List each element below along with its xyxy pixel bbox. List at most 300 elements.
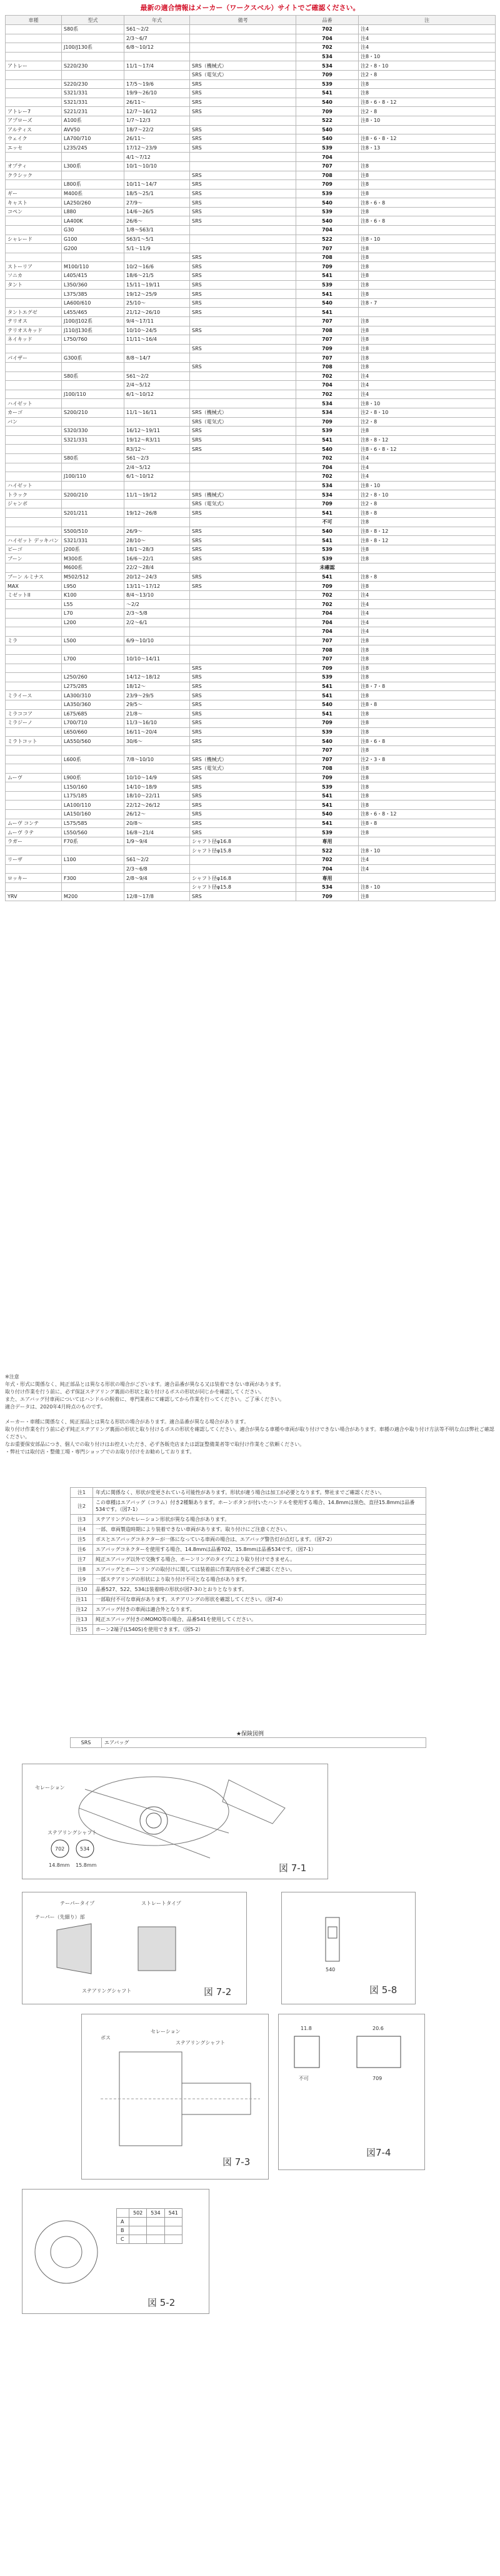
cell-remark: SRS xyxy=(190,189,296,198)
cell-type: S320/330 xyxy=(62,427,124,436)
cell-remark: SRS xyxy=(190,554,296,563)
cell-remark xyxy=(190,472,296,482)
note-item-row xyxy=(71,1625,426,1635)
cell-remark xyxy=(190,317,296,326)
cell-part: 540 xyxy=(296,134,359,144)
table-row xyxy=(6,353,496,363)
table-row xyxy=(6,499,496,508)
cell-type: L900系 xyxy=(62,773,124,782)
cell-type: L700 xyxy=(62,654,124,664)
table-row xyxy=(6,216,496,226)
table-row xyxy=(6,472,496,482)
cell-part: 709 xyxy=(296,180,359,189)
table-row xyxy=(6,618,496,627)
column-header: 車種 xyxy=(6,16,62,25)
note-item-text: ステアリングのセレーション形状が異なる場合があります。 xyxy=(93,1515,426,1525)
note-item-text: ボスとエアバッグコネクターが一体になっている車両の場合は、エアバッグ警告灯が点灯します。（図7-2） xyxy=(93,1535,426,1545)
cell-type xyxy=(62,153,124,162)
cell-type: M100/110 xyxy=(62,262,124,271)
table-row xyxy=(6,362,496,371)
cell-note: 注8 xyxy=(359,427,496,436)
note-item-number: 注15 xyxy=(71,1625,93,1635)
cell-note: 注8・6・8 xyxy=(359,216,496,226)
table-row xyxy=(6,408,496,417)
note-item-text: 純正エアバッグ以外で交換する場合、ホーンリングのタイプにより取り付けできません。 xyxy=(93,1555,426,1565)
cell-model: アプローズ xyxy=(6,116,62,125)
cell-year: 19/12〜26/8 xyxy=(124,508,190,518)
fig52-cell xyxy=(129,2226,147,2235)
table-row xyxy=(6,819,496,828)
cell-part: 541 xyxy=(296,572,359,582)
cell-note xyxy=(359,125,496,134)
cell-year: 13/11〜17/12 xyxy=(124,582,190,591)
cell-note: 注2・8・10 xyxy=(359,490,496,500)
cell-model xyxy=(6,508,62,518)
note-item-text: 一部、車両製造時期により装着できない車両があります。取り付けにご注意ください。 xyxy=(93,1525,426,1535)
cell-model: ミラトコット xyxy=(6,737,62,746)
cell-remark: SRS xyxy=(190,362,296,371)
cell-type: G300系 xyxy=(62,353,124,363)
connector-body xyxy=(326,1917,339,1961)
table-row xyxy=(6,654,496,664)
cell-type xyxy=(62,253,124,262)
cell-type xyxy=(62,171,124,180)
cell-note: 注8 xyxy=(359,828,496,837)
cell-note: 注8・8 xyxy=(359,700,496,709)
cell-year xyxy=(124,518,190,527)
fig52-cell: A xyxy=(117,2218,129,2226)
cell-part: 540 xyxy=(296,810,359,819)
table-row xyxy=(6,153,496,162)
table-row xyxy=(6,572,496,582)
cell-remark xyxy=(190,52,296,61)
cell-note: 注4 xyxy=(359,864,496,874)
cell-remark: SRS xyxy=(190,298,296,308)
label-steering-shaft-73: ステアリングシャフト xyxy=(176,2040,226,2046)
figure-7-3-drawing xyxy=(82,2014,268,2179)
cell-note xyxy=(359,874,496,883)
table-row xyxy=(6,335,496,345)
cell-model: ロッキー xyxy=(6,874,62,883)
cell-year: 2/2〜6/1 xyxy=(124,618,190,627)
cell-remark: SRS xyxy=(190,536,296,545)
cell-note: 注8 xyxy=(359,344,496,353)
table-row xyxy=(6,107,496,116)
cell-year: 22/12〜26/12 xyxy=(124,801,190,810)
cell-note: 注4 xyxy=(359,34,496,43)
table-row xyxy=(6,271,496,281)
cell-model: ブーン xyxy=(6,554,62,563)
cell-year: 25/10〜 xyxy=(124,298,190,308)
cell-year: S61〜2/2 xyxy=(124,371,190,381)
cell-model xyxy=(6,180,62,189)
cell-note: 注8 xyxy=(359,654,496,664)
cell-remark xyxy=(190,43,296,53)
cell-type: L55 xyxy=(62,600,124,609)
cell-part: 541 xyxy=(296,89,359,98)
table-row xyxy=(6,235,496,244)
cell-year: 18/12〜 xyxy=(124,682,190,691)
cell-part: 541 xyxy=(296,308,359,317)
cell-model xyxy=(6,791,62,801)
cell-part: 709 xyxy=(296,719,359,728)
cell-note: 注8 xyxy=(359,691,496,700)
latest-info-notice: 最新の適合情報はメーカー（ワークスベル）サイトでご確認ください。 xyxy=(140,4,360,12)
table-row xyxy=(6,691,496,700)
table-row xyxy=(6,226,496,235)
cell-remark: SRS xyxy=(190,682,296,691)
cell-type: S220/230 xyxy=(62,79,124,89)
cell-note: 注4 xyxy=(359,600,496,609)
cell-part: 539 xyxy=(296,545,359,554)
label-serration-73: セレーション xyxy=(151,2029,181,2034)
cell-year xyxy=(124,764,190,774)
table-row xyxy=(6,755,496,764)
cell-note xyxy=(359,563,496,573)
label-540: 540 xyxy=(326,1967,336,1972)
cell-note: 注8 xyxy=(359,353,496,363)
cell-type: L455/465 xyxy=(62,308,124,317)
cell-part: 540 xyxy=(296,198,359,208)
cell-part: 522 xyxy=(296,116,359,125)
cell-type: J100/110 xyxy=(62,390,124,399)
cell-note: 注8 xyxy=(359,207,496,216)
cell-year: 9/4〜17/11 xyxy=(124,317,190,326)
cell-note: 注2・8 xyxy=(359,107,496,116)
cell-remark: SRS xyxy=(190,98,296,107)
table-row xyxy=(6,864,496,874)
table-row xyxy=(6,116,496,125)
cell-note: 注8 xyxy=(359,782,496,792)
cell-remark: シャフト径φ15.8 xyxy=(190,846,296,856)
cell-model: オプティ xyxy=(6,161,62,171)
cell-model: ストーリア xyxy=(6,262,62,271)
figure-5-2-table xyxy=(116,2208,182,2244)
connector-right xyxy=(357,2036,401,2068)
label-158: 15.8mm xyxy=(76,1862,97,1868)
cell-remark xyxy=(190,600,296,609)
figure-7-2 xyxy=(22,1892,247,2004)
cell-note: 注4 xyxy=(359,453,496,463)
cell-remark xyxy=(190,618,296,627)
cell-model xyxy=(6,344,62,353)
table-row xyxy=(6,481,496,490)
cell-model xyxy=(6,435,62,445)
cell-part: 707 xyxy=(296,317,359,326)
cell-part: 534 xyxy=(296,481,359,490)
table-row xyxy=(6,782,496,792)
cell-remark: SRS xyxy=(190,216,296,226)
figure-7-1 xyxy=(22,1764,328,1879)
note-item-row xyxy=(71,1615,426,1625)
note-item-row xyxy=(71,1535,426,1545)
cell-year xyxy=(124,882,190,892)
cell-part: 不可 xyxy=(296,518,359,527)
cell-remark: SRS xyxy=(190,545,296,554)
cell-part: 707 xyxy=(296,244,359,253)
cell-type: M400系 xyxy=(62,189,124,198)
figure-7-4-drawing xyxy=(279,2014,424,2169)
cell-model: ギー xyxy=(6,189,62,198)
table-row xyxy=(6,828,496,837)
cell-part: 708 xyxy=(296,326,359,335)
table-row xyxy=(6,700,496,709)
cell-type: L405/415 xyxy=(62,271,124,281)
cell-note: 注8 xyxy=(359,262,496,271)
cell-model xyxy=(6,882,62,892)
cell-model: アトレー xyxy=(6,61,62,71)
cell-note: 注8・6・8・12 xyxy=(359,134,496,144)
cell-model xyxy=(6,43,62,53)
cell-type xyxy=(62,34,124,43)
cell-remark xyxy=(190,590,296,600)
cell-remark xyxy=(190,453,296,463)
cell-remark: SRS xyxy=(190,262,296,271)
cell-note: 注8 xyxy=(359,280,496,290)
cell-remark: SRS xyxy=(190,308,296,317)
cell-part: 709 xyxy=(296,107,359,116)
cell-type: S80系 xyxy=(62,371,124,381)
cell-year: 17/5〜19/6 xyxy=(124,79,190,89)
cell-remark xyxy=(190,399,296,408)
table-row xyxy=(6,253,496,262)
cell-note: 注8・6・8・12 xyxy=(359,98,496,107)
cell-remark: SRS（電気式） xyxy=(190,499,296,508)
cell-part: 702 xyxy=(296,472,359,482)
cell-part: 707 xyxy=(296,654,359,664)
cell-year: 20/12〜24/3 xyxy=(124,572,190,582)
cell-part: 534 xyxy=(296,490,359,500)
cell-year: 29/5〜 xyxy=(124,700,190,709)
cell-part: 539 xyxy=(296,782,359,792)
note-line: 取り付け作業を行う前に必ず純正ステアリング裏面の形状と取り付けるボスの形状を確認してください。適合が異なる車種や車両が取り付けできない場合があります。車種の適合や取り付け方法等不明な点は弊社ご確認ください。 xyxy=(5,1427,494,1440)
cell-part: 522 xyxy=(296,235,359,244)
cell-model xyxy=(6,98,62,107)
cell-year: 8/8〜14/7 xyxy=(124,353,190,363)
cell-remark: SRS xyxy=(190,737,296,746)
cell-note: 注8 xyxy=(359,582,496,591)
cell-model: ビーゴ xyxy=(6,545,62,554)
table-row xyxy=(6,61,496,71)
cell-remark xyxy=(190,244,296,253)
cell-note: 注8 xyxy=(359,161,496,171)
column-header: 型式 xyxy=(62,16,124,25)
note-item-number: 注11 xyxy=(71,1595,93,1605)
table-row xyxy=(6,508,496,518)
cell-note: 注8 xyxy=(359,554,496,563)
cell-remark: SRS xyxy=(190,709,296,719)
cell-model xyxy=(6,153,62,162)
cell-type: S321/331 xyxy=(62,89,124,98)
note-line: 適合データは、2020年4月時点のものです。 xyxy=(5,1404,106,1410)
cell-remark xyxy=(190,161,296,171)
cell-type: J100/J102系 xyxy=(62,317,124,326)
diagram-heading: ★保険図例 xyxy=(236,1731,264,1737)
table-row xyxy=(6,810,496,819)
cell-type xyxy=(62,362,124,371)
cell-year xyxy=(124,171,190,180)
cell-type: S80系 xyxy=(62,25,124,34)
cell-year: 23/9〜29/5 xyxy=(124,691,190,700)
table-row xyxy=(6,390,496,399)
note-item-number: 注6 xyxy=(71,1545,93,1555)
table-row xyxy=(6,171,496,180)
cell-year xyxy=(124,664,190,673)
cell-year xyxy=(124,70,190,79)
cell-type xyxy=(62,399,124,408)
cell-part: 539 xyxy=(296,673,359,682)
cell-model: リーザ xyxy=(6,856,62,865)
cell-model xyxy=(6,600,62,609)
note-line: また、エアバッグ付車両についてはハンドルの脱着に、専門業者にて確認してから作業を行ってください。ご了承ください。 xyxy=(5,1397,285,1402)
cell-year: 16/6〜22/1 xyxy=(124,554,190,563)
figure-5-8 xyxy=(281,1892,416,2004)
cell-note: 注2・3・8 xyxy=(359,755,496,764)
note-item-text: 品番527、522、534は装着時の形状が図7-3のとおりとなります。 xyxy=(93,1585,426,1595)
cell-part: 709 xyxy=(296,70,359,79)
cell-part: 704 xyxy=(296,864,359,874)
cell-part: 709 xyxy=(296,773,359,782)
note-item-text: 一部ステアリングの形状により取り付け不可となる場合があります。 xyxy=(93,1575,426,1585)
cell-year: 1/9〜9/4 xyxy=(124,837,190,846)
cell-remark: SRS xyxy=(190,143,296,153)
cell-part: 539 xyxy=(296,554,359,563)
cell-note: 注8 xyxy=(359,764,496,774)
cell-type: L800系 xyxy=(62,180,124,189)
cell-remark: SRS xyxy=(190,79,296,89)
cell-type: LA150/160 xyxy=(62,810,124,819)
fig52-cell xyxy=(164,2235,182,2244)
table-row xyxy=(6,536,496,545)
cell-year: 11/1〜17/4 xyxy=(124,61,190,71)
cell-type: L350/360 xyxy=(62,280,124,290)
cell-note: 注4 xyxy=(359,590,496,600)
fig52-row xyxy=(117,2235,182,2244)
cell-model xyxy=(6,645,62,655)
cell-year: 19/12〜25/9 xyxy=(124,290,190,299)
cell-part: 539 xyxy=(296,79,359,89)
table-row xyxy=(6,180,496,189)
cell-note xyxy=(359,226,496,235)
cell-note: 注8・8・12 xyxy=(359,536,496,545)
cell-part: 522 xyxy=(296,846,359,856)
cell-note: 注8 xyxy=(359,645,496,655)
cell-year xyxy=(124,499,190,508)
cell-model xyxy=(6,34,62,43)
cell-year: 20/8〜 xyxy=(124,819,190,828)
cell-part: 702 xyxy=(296,453,359,463)
table-row xyxy=(6,664,496,673)
note-item-number: 注1 xyxy=(71,1488,93,1498)
cell-type: L750/760 xyxy=(62,335,124,345)
cell-part: 541 xyxy=(296,435,359,445)
cell-remark xyxy=(190,636,296,645)
fig52-cell xyxy=(164,2218,182,2226)
cell-type: L300系 xyxy=(62,161,124,171)
cell-remark: SRS（機械式） xyxy=(190,61,296,71)
cell-note: 注8 xyxy=(359,326,496,335)
cell-note: 注8・10 xyxy=(359,846,496,856)
fig52-row xyxy=(117,2218,182,2226)
cell-model: ハイゼット xyxy=(6,481,62,490)
cell-remark: SRS（電気式） xyxy=(190,417,296,427)
cell-year: S61〜2/3 xyxy=(124,453,190,463)
cell-type: M300系 xyxy=(62,554,124,563)
fig52-cell xyxy=(147,2235,164,2244)
cell-year xyxy=(124,745,190,755)
cell-model xyxy=(6,52,62,61)
label-taper-small: テーパー（先細り）部 xyxy=(35,1914,85,1920)
note-item-text: 一部取付不可な車両があります。ステアリングの形状を確認してください。（図7-4） xyxy=(93,1595,426,1605)
cell-note: 注8・10 xyxy=(359,235,496,244)
cell-year: 2/8〜9/4 xyxy=(124,874,190,883)
cell-type: L600系 xyxy=(62,755,124,764)
table-row xyxy=(6,709,496,719)
cell-part: 541 xyxy=(296,290,359,299)
cell-model: ハイゼット xyxy=(6,399,62,408)
table-row xyxy=(6,70,496,79)
note-item-row xyxy=(71,1555,426,1565)
cell-type: L375/385 xyxy=(62,290,124,299)
cell-part: 540 xyxy=(296,298,359,308)
cell-note xyxy=(359,153,496,162)
label-534: 534 xyxy=(80,1846,90,1852)
cell-year: 26/11〜 xyxy=(124,134,190,144)
note-item-number: 注4 xyxy=(71,1525,93,1535)
cell-type: S201/211 xyxy=(62,508,124,518)
cell-part: 539 xyxy=(296,143,359,153)
cell-note: 注8 xyxy=(359,727,496,737)
cell-part: 709 xyxy=(296,499,359,508)
cell-model xyxy=(6,810,62,819)
table-row xyxy=(6,435,496,445)
cell-remark: SRS xyxy=(190,664,296,673)
cell-type: J200系 xyxy=(62,545,124,554)
note-item-number: 注13 xyxy=(71,1615,93,1625)
cell-year: 11/1〜16/11 xyxy=(124,408,190,417)
cell-remark: シャフト径φ15.8 xyxy=(190,882,296,892)
note-line: メーカー・車種に関係なく、純正部品とは異なる形状の場合があります。適合品番が異なる場合があります。 xyxy=(5,1419,249,1425)
cell-part: 704 xyxy=(296,627,359,637)
cell-year: 18/6〜21/5 xyxy=(124,271,190,281)
cell-remark xyxy=(190,34,296,43)
cell-model: コペン xyxy=(6,207,62,216)
cell-year: 28/10〜 xyxy=(124,536,190,545)
figure-5-8-label: 図 5-8 xyxy=(369,1984,398,1996)
cell-year: 11/1〜19/12 xyxy=(124,490,190,500)
cell-type: S220/230 xyxy=(62,61,124,71)
cell-type: L100 xyxy=(62,856,124,865)
cell-year: 18/10〜22/11 xyxy=(124,791,190,801)
table-row xyxy=(6,317,496,326)
cell-year xyxy=(124,846,190,856)
cell-note: 注8・8・12 xyxy=(359,527,496,536)
table-row xyxy=(6,764,496,774)
table-row xyxy=(6,892,496,901)
cell-remark: SRS xyxy=(190,810,296,819)
label-702: 702 xyxy=(55,1846,65,1852)
cell-remark: SRS xyxy=(190,700,296,709)
cell-type: J110/J130系 xyxy=(62,326,124,335)
cell-note: 注8・10 xyxy=(359,52,496,61)
cell-model xyxy=(6,764,62,774)
cell-year xyxy=(124,362,190,371)
cell-remark: SRS xyxy=(190,253,296,262)
cell-model xyxy=(6,563,62,573)
cell-part: 539 xyxy=(296,828,359,837)
cell-note: 注8 xyxy=(359,362,496,371)
cell-remark xyxy=(190,235,296,244)
